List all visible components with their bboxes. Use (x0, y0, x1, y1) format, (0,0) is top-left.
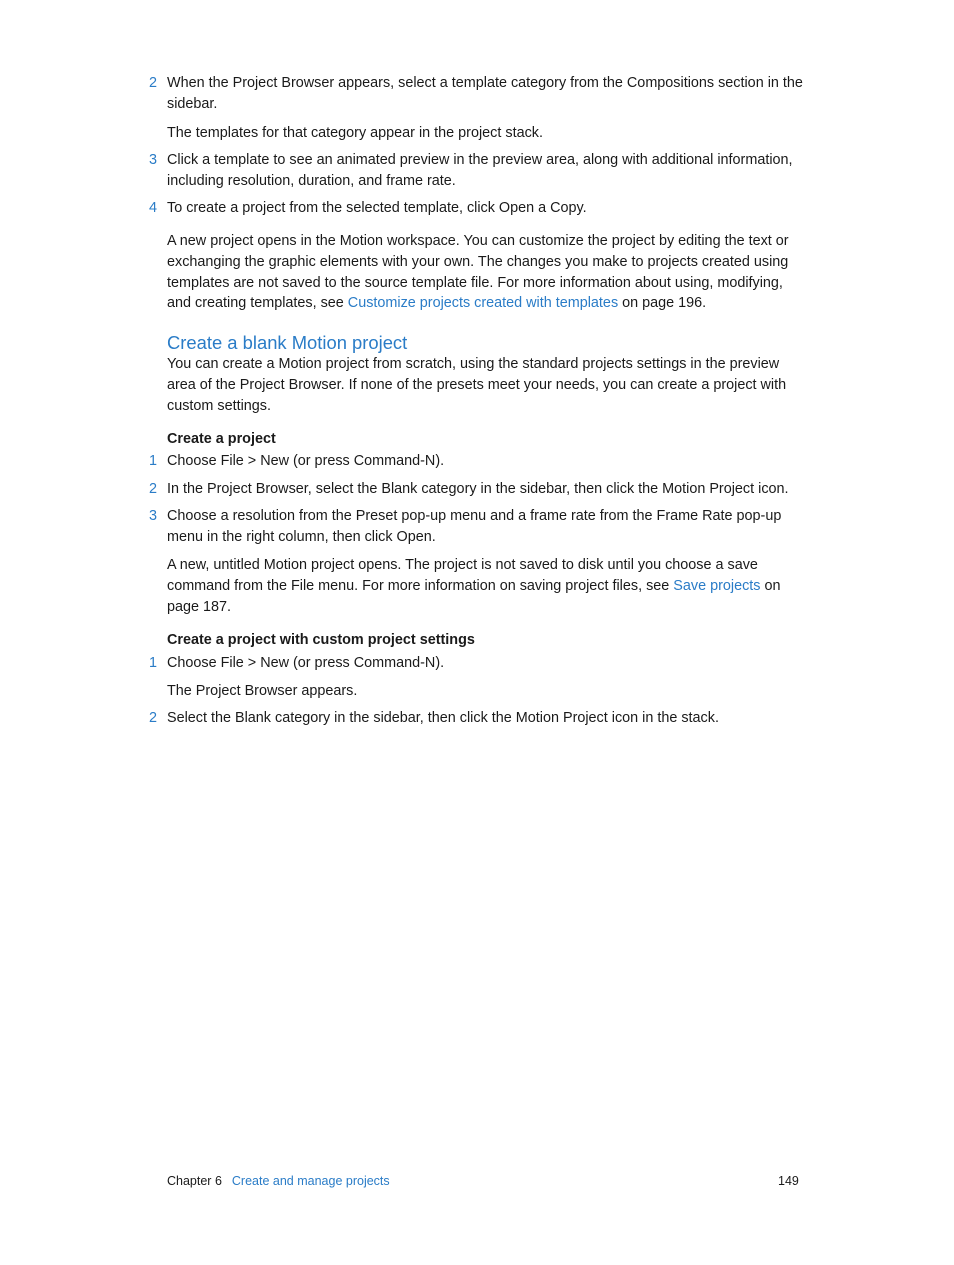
chapter-label: Chapter 6 (167, 1174, 222, 1188)
step-text: Choose File > New (or press Command-N). (167, 453, 445, 469)
step-number: 2 (149, 710, 158, 726)
step-text: Choose File > New (or press Command-N). (167, 655, 445, 671)
step-text: When the Project Browser appears, select a template category from the Compositions section in the sidebar. (167, 75, 803, 112)
task-title-create-project: Create a project (167, 431, 276, 447)
step-number: 1 (149, 655, 158, 671)
task2-step-1 (149, 653, 807, 674)
page-number: 149 (778, 1174, 799, 1188)
note-paragraph (167, 231, 807, 314)
section-intro: You can create a Motion project from scratch, using the standard projects settings in the preview area of the Project Browser. If none of the presets meet your needs, you can create a project with custom settings. (167, 356, 787, 414)
note-text-end: on page 196. (618, 295, 707, 312)
save-projects-link[interactable]: Save projects (673, 577, 761, 594)
step-text: In the Project Browser, select the Blank category in the sidebar, then click the Motion Project icon. (167, 481, 789, 497)
section-heading: Create a blank Motion project (167, 332, 408, 353)
step-number: 2 (149, 75, 158, 91)
footer-chapter (167, 1172, 390, 1190)
step-3 (149, 150, 807, 192)
step-text: Choose a resolution from the Preset pop-up menu and a frame rate from the Frame Rate pop-up menu in the right column, then click Open. (167, 508, 782, 545)
chapter-title-link[interactable]: Create and manage projects (231, 1174, 390, 1188)
step-number: 3 (149, 152, 158, 168)
result-text-end: on page 187. (167, 577, 781, 615)
step-number: 4 (149, 200, 158, 216)
task1-result (167, 555, 807, 617)
step-2 (149, 73, 807, 115)
note-text: A new project opens in the Motion workspace. You can customize the project by editing the text or exchanging the graphic elements with your own. The changes you make to projects created using templates are not saved to the source template file. For more information about using, modifying, and creating templates, see (167, 233, 789, 312)
task1-step-2 (149, 479, 817, 500)
step-4 (149, 198, 807, 219)
step-2-result: The templates for that category appear in the project stack. (167, 125, 543, 141)
step-text: Select the Blank category in the sidebar, then click the Motion Project icon in the stack. (167, 710, 719, 726)
step-number: 3 (149, 508, 158, 524)
task-title-custom-settings: Create a project with custom project settings (167, 632, 475, 648)
step-number: 1 (149, 453, 158, 469)
task2-step-2 (149, 708, 807, 729)
step-number: 2 (149, 481, 158, 497)
customize-templates-link[interactable]: Customize projects created with templates (347, 295, 619, 312)
result-text: A new, untitled Motion project opens. The project is not saved to disk until you choose a save command from the File menu. For more information on saving project files, see (167, 557, 758, 594)
step-text: To create a project from the selected template, click Open a Copy. (167, 200, 587, 216)
step-text: Click a template to see an animated preview in the preview area, along with additional information, including resolution, duration, and frame rate. (167, 152, 793, 189)
task2-step-1-result: The Project Browser appears. (167, 683, 358, 699)
task1-step-3 (149, 506, 807, 548)
task1-step-1 (149, 451, 807, 472)
